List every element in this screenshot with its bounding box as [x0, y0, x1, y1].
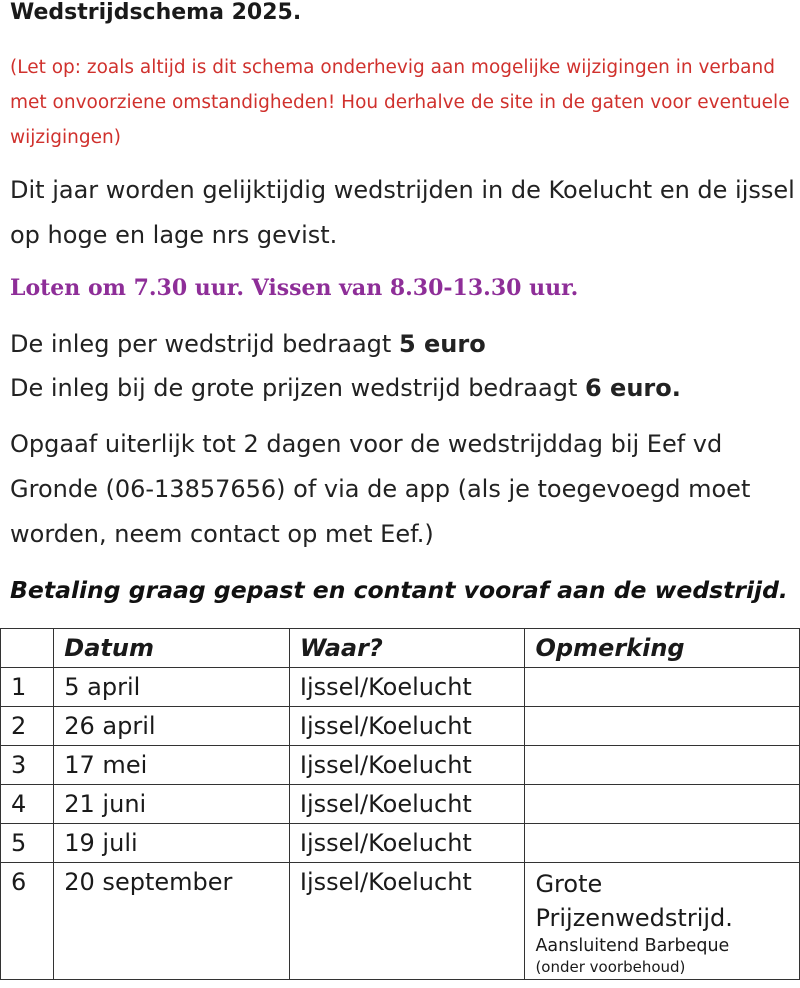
note-sub: Aansluitend Barbeque: [535, 936, 730, 956]
cell-where: Ijssel/Koelucht: [289, 746, 525, 785]
cell-date: 5 april: [54, 668, 290, 707]
cell-nr: 2: [1, 707, 54, 746]
fee-line2-text: De inleg bij de grote prijzen wedstrijd bedraagt: [10, 374, 585, 402]
cell-where: Ijssel/Koelucht: [289, 668, 525, 707]
note-sub2: (onder voorbehoud): [535, 958, 686, 976]
signup-text: Opgaaf uiterlijk tot 2 dagen voor de wedstrijddag bij Eef vd Gronde (06-13857656) of via de app (als je toegevoegd moet worden, neem contact op met Eef.): [10, 430, 751, 548]
intro-text: Dit jaar worden gelijktijdig wedstrijden in de Koelucht en de ijssel op hoge en lage nrs gevist.: [10, 176, 795, 249]
table-row: [1, 863, 800, 980]
cell-where: Ijssel/Koelucht: [289, 863, 525, 980]
cell-date: 19 juli: [54, 824, 290, 863]
cell-note: [525, 746, 800, 785]
note-main: Grote Prijzenwedstrijd.: [535, 870, 733, 932]
cell-nr: 3: [1, 746, 54, 785]
cell-note: [525, 863, 800, 980]
cell-date: 26 april: [54, 707, 290, 746]
times-text: Loten om 7.30 uur. Vissen van 8.30-13.30 uur.: [10, 275, 579, 301]
cell-date: 17 mei: [54, 746, 290, 785]
cell-where: Ijssel/Koelucht: [289, 707, 525, 746]
table-row: [1, 785, 800, 824]
cell-nr: 4: [1, 785, 54, 824]
header-date: Datum: [54, 629, 290, 668]
fees-text: [10, 322, 795, 410]
cell-date: 21 juni: [54, 785, 290, 824]
schedule-table: [0, 628, 800, 980]
table-row: [1, 824, 800, 863]
page-title: Wedstrijdschema 2025.: [10, 0, 302, 25]
header-note: Opmerking: [525, 629, 800, 668]
cell-nr: 6: [1, 863, 54, 980]
fee-line1-text: De inleg per wedstrijd bedraagt: [10, 330, 399, 358]
cell-note: [525, 668, 800, 707]
fee-line2-amount: 6 euro.: [584, 374, 681, 402]
fee-line1-amount: 5 euro: [398, 330, 486, 358]
payment-text: Betaling graag gepast en contant vooraf aan de wedstrijd.: [10, 576, 788, 604]
table-row: [1, 668, 800, 707]
cell-note: [525, 785, 800, 824]
table-row: [1, 746, 800, 785]
cell-where: Ijssel/Koelucht: [289, 824, 525, 863]
table-header-row: [1, 629, 800, 668]
cell-note: [525, 824, 800, 863]
schedule-notice: (Let op: zoals altijd is dit schema onderhevig aan mogelijke wijzigingen in verband met onvoorziene omstandigheden! Hou derhalve de site in de gaten voor eventuele wijzigingen): [10, 57, 790, 148]
table-row: [1, 707, 800, 746]
cell-nr: 5: [1, 824, 54, 863]
cell-where: Ijssel/Koelucht: [289, 785, 525, 824]
header-where: Waar?: [289, 629, 525, 668]
cell-date: 20 september: [54, 863, 290, 980]
cell-note: [525, 707, 800, 746]
header-nr: [1, 629, 54, 668]
cell-nr: 1: [1, 668, 54, 707]
